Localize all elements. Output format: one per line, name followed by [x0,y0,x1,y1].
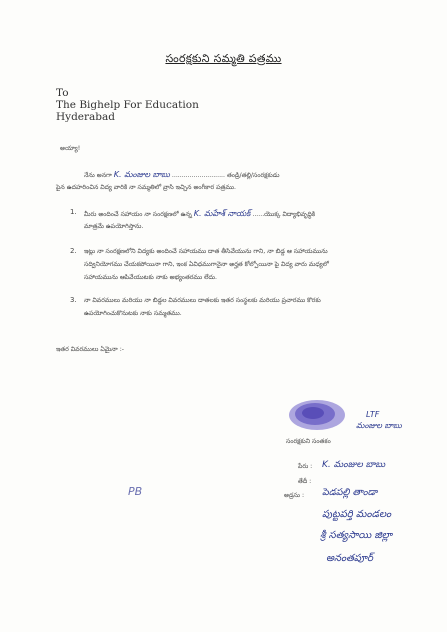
guardian-signature-caption: సంరక్షకుని సంతకం [286,438,331,445]
student-name: K. మహేశ్ నాయక్ [193,209,251,218]
point-2-number: 2. [70,247,77,255]
point-3-line2: ఉపయోగించుకొనుటకు నాకు సమ్మతము. [84,310,182,317]
point-1-suffix: ......యొక్క విద్యాభివృద్ధికి [252,211,316,218]
thumb-name: మంజుల బాబు [356,421,402,430]
guardian-name: K. మంజుల బాబు [113,170,170,179]
intro-suffix: ........................... తండ్రి/తల్లి/సంరక్షకుడు [171,172,280,179]
point-1-line1 [84,209,315,220]
address-to: To [56,87,69,99]
point-3-line1: నా వివరములు మరియు నా బిడ్డల వివరములు దాతలకు ఇతర సంస్థలకు మరియు ప్రచారము కొరకు [84,297,321,304]
point-3-number: 3. [70,296,77,304]
field-date-label: తేదీ : [298,478,312,485]
initials-scribble: PB [128,485,143,498]
intro-prefix: నేను అనగా [84,172,112,179]
address-line-3: అనంతపూర్ [326,553,373,564]
thumbprint-mark [285,395,353,435]
point-1-line2: మాత్రమే ఉపయోగిస్తాను. [84,223,144,230]
intro-line2: పైన ఉదహరించిన విద్య వారికి నా సమ్మతిలో వ్రాసి ఇచ్చిన అంగీకార పత్రము. [56,184,237,191]
address-city: Hyderabad [56,111,116,123]
other-details-label: ఇతర వివరములు ఏమైనా :- [56,346,125,353]
field-address-label: అడ్రసు : [284,492,305,499]
point-2-line1: ఇట్లు నా సంరక్షణలోని విద్యకు అందించే సహాయము దాత తీసివేయును గాని, నా బిడ్డ ఆ సహాయమును [84,248,328,255]
address-org: The Bighelp For Education [56,99,199,111]
point-1-number: 1. [70,208,77,216]
address-line-1: పుట్టపర్తి మండలం [322,509,392,520]
field-address-value: పెడపల్లి తాండా [322,487,378,498]
point-2-line3: సహాయమును ఆపివేయుటకు నాకు అభ్యంతరము లేదు. [84,274,217,281]
field-name-label: పేరు : [298,463,313,470]
address-line-2: శ్రీ సత్యసాయి జిల్లా [320,530,393,541]
field-name-value: K. మంజుల బాబు [322,460,386,470]
thumb-label: LTF [366,410,380,419]
salutation: అయ్యా! [60,145,81,152]
point-1-prefix: మీరు అందించే సహాయం నా సంరక్షణలో ఉన్న [84,211,192,218]
intro-line1 [84,170,279,181]
letter-title: సంరక్షకుని సమ్మతి పత్రము [165,52,282,65]
point-2-line2: సద్వినియోగము చేయకపోయినా గాని, ఇంక ఏవిధముగానైనా అర్హత కోల్పోయినా పై విద్య వారు మధ్యలో [84,261,329,268]
